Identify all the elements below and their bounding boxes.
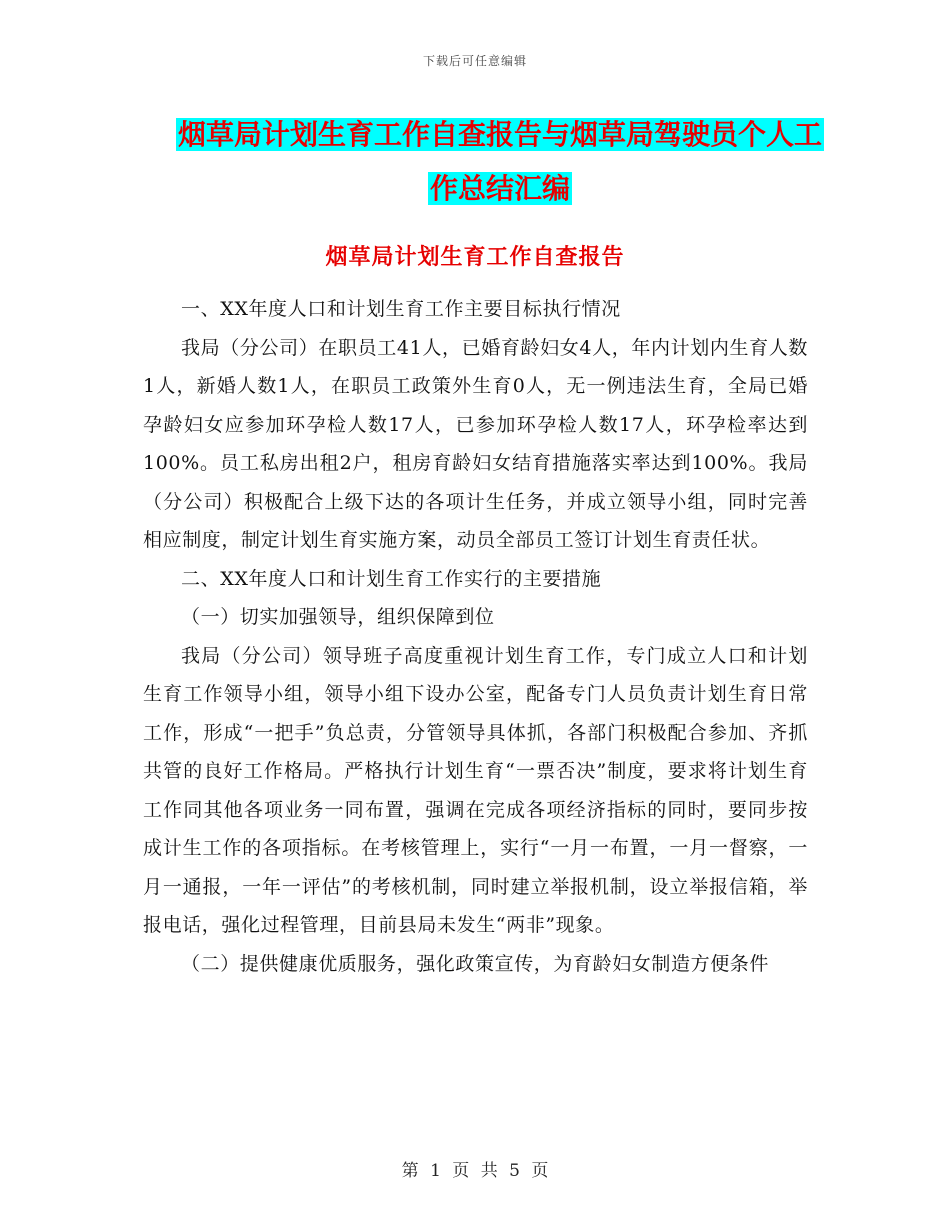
main-title xyxy=(150,108,850,216)
total-pages-number: 5 xyxy=(509,1161,520,1181)
footer-total-prefix: 共 xyxy=(480,1161,498,1181)
footer-prefix: 第 xyxy=(401,1161,419,1181)
paragraph-subheading-1: （一）切实加强领导，组织保障到位 xyxy=(181,606,495,628)
section-title: 烟草局计划生育工作自查报告 xyxy=(325,245,625,270)
paragraph-heading-1: 一、XX年度人口和计划生育工作主要目标执行情况 xyxy=(181,298,621,320)
paragraph-heading-2: 二、XX年度人口和计划生育工作实行的主要措施 xyxy=(181,567,602,590)
page-footer xyxy=(0,1156,950,1181)
footer-page-label: 页 xyxy=(452,1161,470,1181)
paragraph: 我局（分公司）领导班子高度重视计划生育工作，专门成立人口和计划生育工作领导小组，领导小组下设办公室，配备专门人员负责计划生育日常工作，形成“一把手”负总责，分管领导具体抓，各部门积极配合参加、齐抓共管的良好工作格局。严格执行计划生育“一票否决”制度，要求将计划生育工作同其他各项业务一同布置，强调在完成各项经济指标的同时，要同步按成计生工作的各项指标。在考核管理上，实行“一月一布置，一月一督察，一月一通报，一年一评估”的考核机制，同时建立举报机制，设立举报信箱，举报电话，强化过程管理，目前县局未发生“两非”现象。 xyxy=(143,644,808,936)
main-title-line-1: 烟草局计划生育工作自查报告与烟草局驾驶员个人工 xyxy=(177,118,822,151)
current-page-number: 1 xyxy=(430,1161,441,1181)
paragraph-subheading-2: （二）提供健康优质服务，强化政策宣传，为育龄妇女制造方便条件 xyxy=(181,952,770,975)
paragraph: 我局（分公司）在职员工41人，已婚育龄妇女4人，年内计划内生育人数1人，新婚人数1人，在职员工政策外生育0人，无一例违法生育，全局已婚孕龄妇女应参加环孕检人数17人，已参加环孕检人数17人，环孕检率达到100%。员工私房出租2户，租房育龄妇女结育措施落实率达到100%。我局（分公司）积极配合上级下达的各项计生任务，并成立领导小组，同时完善相应制度，制定计划生育实施方案，动员全部员工签订计划生育责任状。 xyxy=(143,336,808,551)
footer-suffix: 页 xyxy=(531,1161,549,1181)
header-note: 下载后可任意编辑 xyxy=(422,54,527,68)
body-text xyxy=(143,290,808,983)
main-title-line-2: 作总结汇编 xyxy=(429,172,570,205)
